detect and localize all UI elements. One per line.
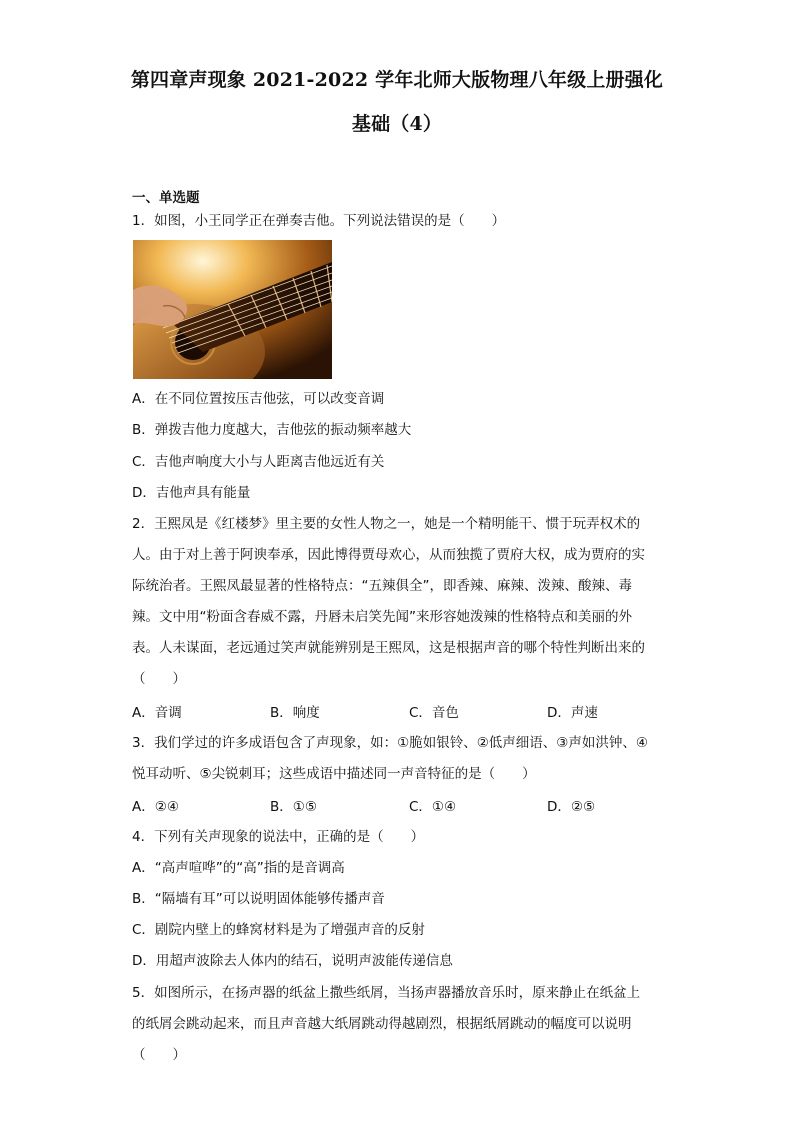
q5-line: 5．如图所示，在扬声器的纸盆上撒些纸屑，当扬声器播放音乐时，原来静止在纸盆上 [132,985,641,1001]
q5-line: 的纸屑会跳动起来，而且声音越大纸屑跳动得越剧烈，根据纸屑跳动的幅度可以说明 [132,1016,632,1032]
q2-option-c: C．音色 [409,705,459,721]
q2-line: （ ） [132,671,186,687]
q1-option-a: A．在不同位置按压吉他弦，可以改变音调 [132,391,385,407]
q3-line: 3．我们学过的许多成语包含了声现象，如：①脆如银铃、②低声细语、③声如洪钟、④ [132,735,648,751]
q4-stem: 4．下列有关声现象的说法中，正确的是（ ） [132,829,425,845]
q4-option-d: D．用超声波除去人体内的结石，说明声波能传递信息 [132,953,453,969]
guitar-photo [133,240,332,379]
q2-line: 辣。文中用“粉面含春威不露，丹唇未启笑先闻”来形容她泼辣的性格特点和美丽的外 [132,609,632,625]
q4-option-c: C．剧院内壁上的蜂窝材料是为了增强声音的反射 [132,922,425,938]
q3-option-a: A．②④ [132,799,179,815]
q4-option-b: B．“隔墙有耳”可以说明固体能够传播声音 [132,891,385,907]
q3-options [132,795,668,815]
q2-option-b: B．响度 [270,705,320,721]
q2-line: 际统治者。王熙凤最显著的性格特点：“五辣俱全”，即香辣、麻辣、泼辣、酸辣、毒 [132,578,632,594]
q1-option-d: D．吉他声具有能量 [132,485,251,501]
q3-option-b: B．①⑤ [270,799,317,815]
document-title-line1: 第四章声现象 2021-2022 学年北师大版物理八年级上册强化 [130,69,664,91]
q3-option-d: D．②⑤ [547,799,596,815]
q5-line: （ ） [132,1047,186,1063]
q1-option-b: B．弹拨吉他力度越大，吉他弦的振动频率越大 [132,422,412,438]
q2-line: 2．王熙凤是《红楼梦》里主要的女性人物之一，她是一个精明能干、惯于玩弄权术的 [132,516,641,532]
q2-line: 人。由于对上善于阿谀奉承，因此博得贾母欢心，从而独揽了贾府大权，成为贾府的实 [132,547,645,563]
q2-options [132,701,668,721]
q3-option-c: C．①④ [409,799,457,815]
q2-option-a: A．音调 [132,705,182,721]
q2-line: 表。人未谋面，老远通过笑声就能辨别是王熙凤，这是根据声音的哪个特性判断出来的 [132,640,645,656]
q1-stem: 1．如图，小王同学正在弹奏吉他。下列说法错误的是（ ） [132,213,506,229]
document-title-line2: 基础（4） [351,113,443,135]
q3-line: 悦耳动听、⑤尖锐刺耳；这些成语中描述同一声音特征的是（ ） [132,766,536,782]
q2-option-d: D．声速 [547,705,598,721]
section-heading: 一、单选题 [132,190,200,206]
q1-option-c: C．吉他声响度大小与人距离吉他远近有关 [132,454,385,470]
q4-option-a: A．“高声喧哗”的“高”指的是音调高 [132,860,345,876]
